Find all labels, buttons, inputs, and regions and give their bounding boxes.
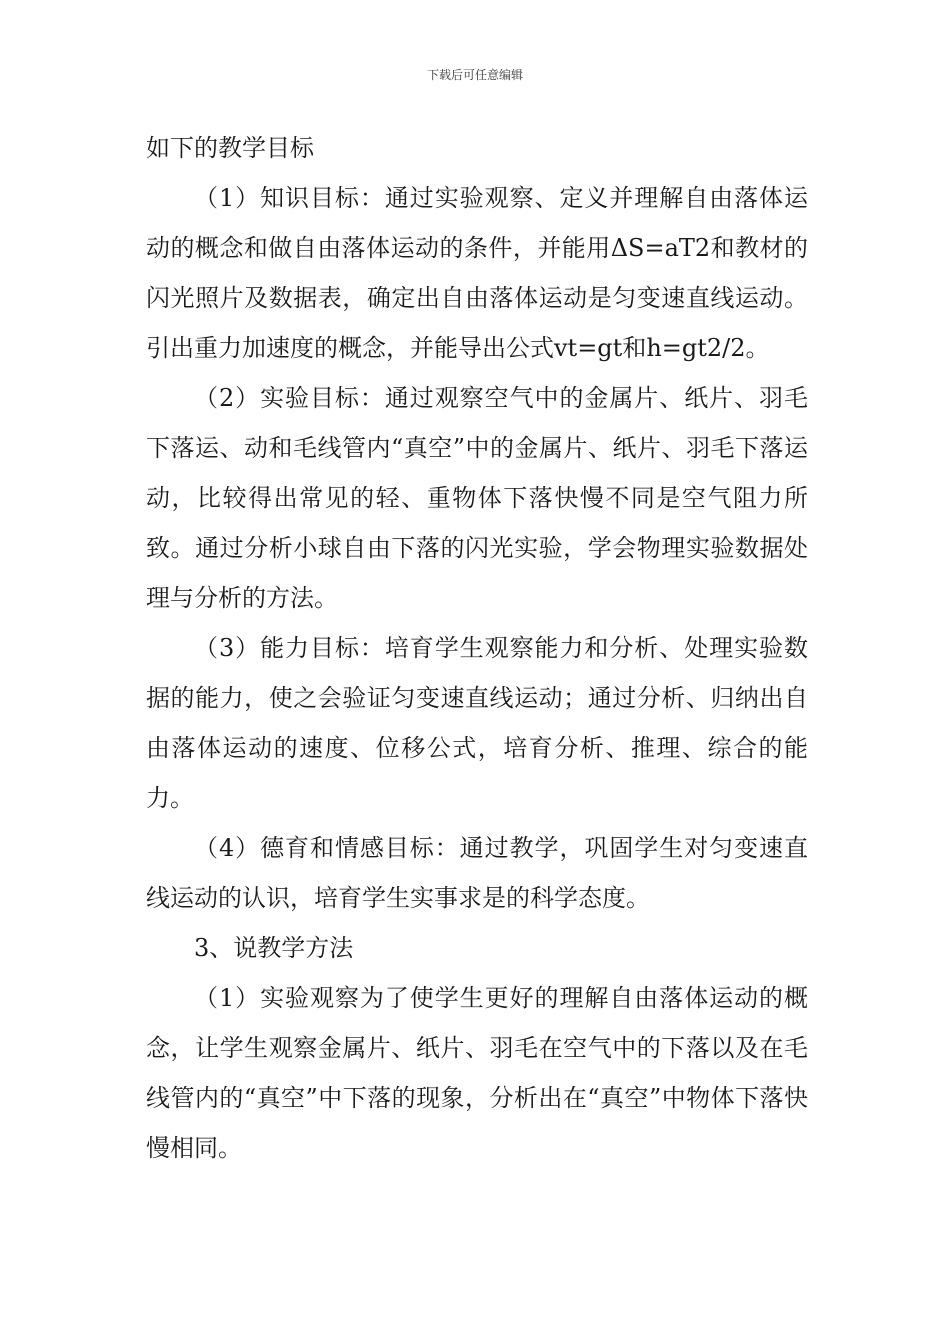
document-body <box>146 123 808 1173</box>
section-heading-teaching-method: 3、说教学方法 <box>194 934 354 962</box>
paragraph-moral-goal: （4）德育和情感目标：通过教学，巩固学生对匀变速直线运动的认识，培育学生实事求是的科学态度。 <box>146 834 808 912</box>
paragraph-experiment-observation: （1）实验观察为了使学生更好的理解自由落体运动的概念，让学生观察金属片、纸片、羽毛在空气中的下落以及在毛线管内的“真空”中下落的现象，分析出在“真空”中物体下落快慢相同。 <box>146 984 808 1162</box>
paragraph-ability-goal: （3）能力目标：培育学生观察能力和分析、处理实验数据的能力，使之会验证匀变速直线运动；通过分析、归纳出自由落体运动的速度、位移公式，培育分析、推理、综合的能力。 <box>146 634 808 812</box>
page-header-note: 下载后可任意编辑 <box>426 68 523 82</box>
paragraph-knowledge-goal: （1）知识目标：通过实验观察、定义并理解自由落体运动的概念和做自由落体运动的条件，并能用ΔS=aT2和教材的闪光照片及数据表，确定出自由落体运动是匀变速直线运动。引出重力加速度的概念，并能导出公式vt=gt和h=gt2/2。 <box>146 184 808 362</box>
paragraph-experiment-goal: （2）实验目标：通过观察空气中的金属片、纸片、羽毛下落运、动和毛线管内“真空”中的金属片、纸片、羽毛下落运动，比较得出常见的轻、重物体下落快慢不同是空气阻力所致。通过分析小球自由下落的闪光实验，学会物理实验数据处理与分析的方法。 <box>146 384 808 612</box>
paragraph-intro: 如下的教学目标 <box>146 134 314 162</box>
